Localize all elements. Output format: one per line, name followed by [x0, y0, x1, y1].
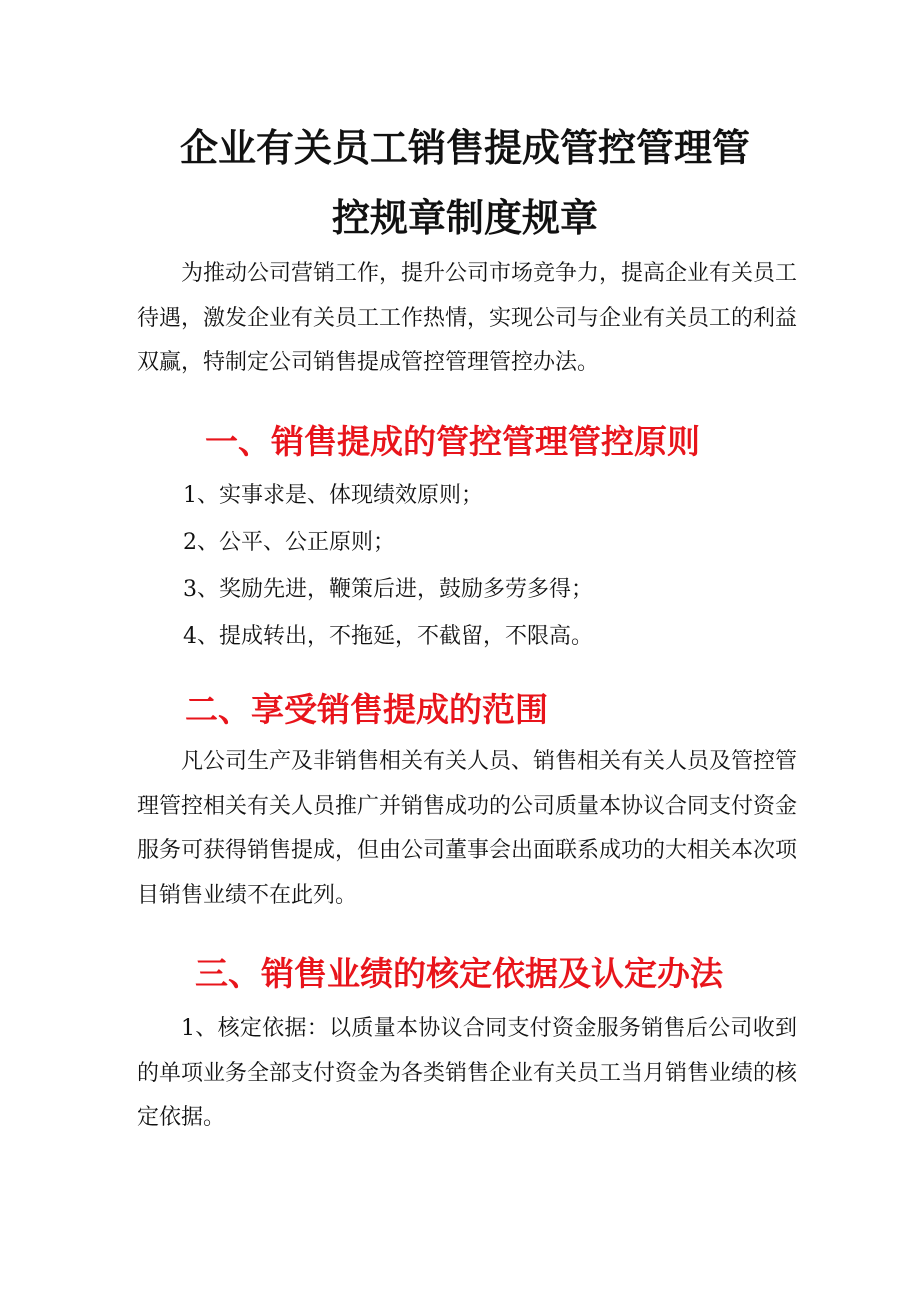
document-title-line2: 控规章制度规章	[331, 196, 598, 240]
intro-paragraph: 为推动公司营销工作，提升公司市场竞争力，提高企业有关员工待遇，激发企业有关员工工作热情，实现公司与企业有关员工的利益双赢，特制定公司销售提成管控管理管控办法。	[137, 261, 798, 375]
section-2-body: 凡公司生产及非销售相关有关人员、销售相关有关人员及管控管理管控相关有关人员推广并销售成功的公司质量本协议合同支付资金服务可获得销售提成，但由公司董事会出面联系成功的大相关本次项目销售业绩不在此列。	[137, 749, 798, 908]
principle-item-2: 2、公平、公正原则；	[183, 530, 395, 555]
section-1-heading: 一、销售提成的管控管理管控原则	[205, 422, 700, 461]
principle-item-1: 1、实事求是、体现绩效原则；	[183, 483, 483, 508]
principle-item-4: 4、提成转出，不拖延，不截留，不限高。	[183, 624, 593, 649]
section-3-body: 1、核定依据：以质量本协议合同支付资金服务销售后公司收到的单项业务全部支付资金为各类销售企业有关员工当月销售业绩的核定依据。	[137, 1016, 798, 1130]
section-2-heading: 二、享受销售提成的范围	[185, 690, 548, 729]
section-3-heading: 三、销售业绩的核定依据及认定办法	[195, 954, 723, 993]
principle-item-3: 3、奖励先进，鞭策后进，鼓励多劳多得；	[183, 577, 593, 602]
document-title-line1: 企业有关员工销售提成管控管理管	[179, 126, 750, 170]
